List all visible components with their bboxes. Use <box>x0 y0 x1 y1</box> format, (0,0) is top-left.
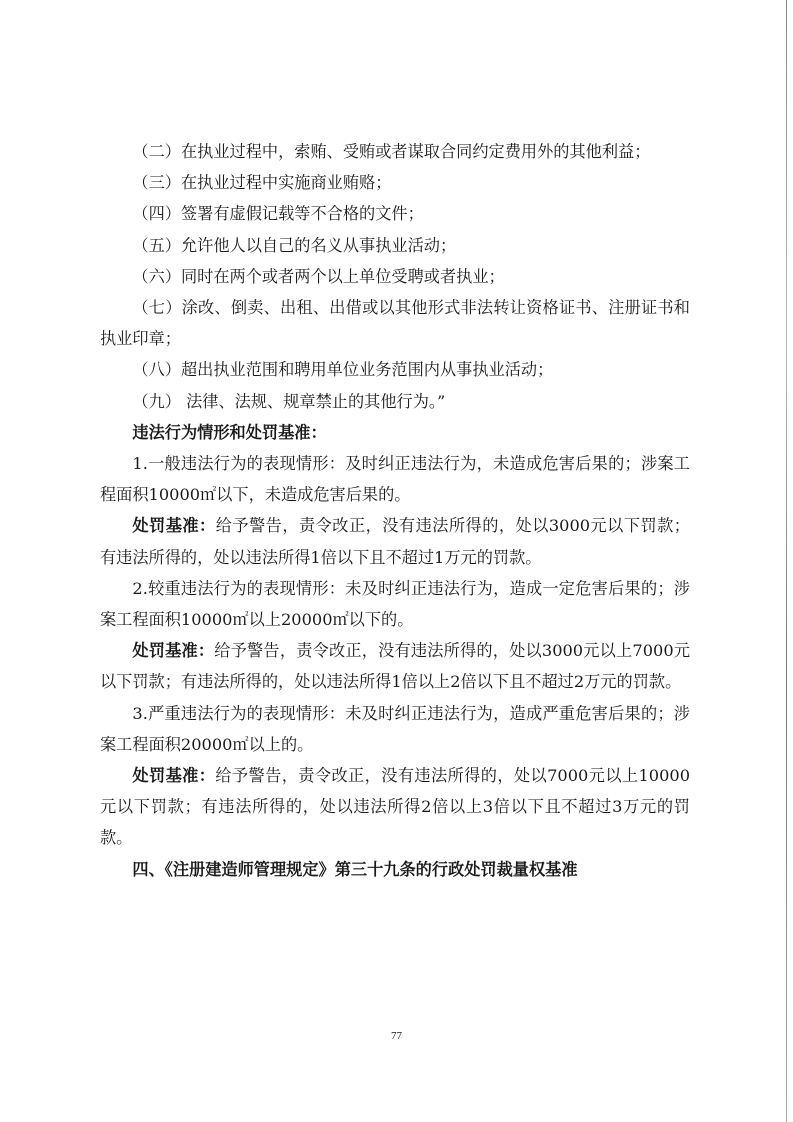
penalty-label: 处罚基准： <box>132 766 216 786</box>
list-item: （七）涂改、倒卖、出租、出借或以其他形式非法转让资格证书、注册证书和执业印章； <box>100 298 690 349</box>
case-description: 3.严重违法行为的表现情形：未及时纠正违法行为，造成严重危害后果的；涉案工程面积20000㎡以上的。 <box>100 703 690 754</box>
penalty-text: 给予警告，责令改正，没有违法所得的，处以3000元以上7000元以下罚款；有违法所得的，处以违法所得1倍以上2倍以下且不超过2万元的罚款。 <box>100 641 691 692</box>
section-heading: 违法行为情形和处罚基准： <box>132 422 327 442</box>
penalty-label: 处罚基准： <box>132 516 216 536</box>
penalty-label: 处罚基准： <box>132 641 215 661</box>
next-section-heading: 四、《注册建造师管理规定》第三十九条的行政处罚裁量权基准 <box>132 859 578 879</box>
case-description: 2.较重违法行为的表现情形：未及时纠正违法行为，造成一定危害后果的；涉案工程面积10000㎡以上20000㎡以下的。 <box>100 578 690 630</box>
penalty-text: 给予警告，责令改正，没有违法所得的，处以3000元以下罚款；有违法所得的，处以违法所得1倍以下且不超过1万元的罚款。 <box>100 516 690 567</box>
penalty-paragraph <box>100 635 690 697</box>
document-body <box>100 136 690 885</box>
penalty-paragraph <box>100 760 690 854</box>
page-number: 77 <box>391 1030 402 1042</box>
penalty-text: 给予警告，责令改正，没有违法所得的，处以7000元以上10000元以下罚款；有违法所得的，处以违法所得2倍以上3倍以下且不超过3万元的罚款。 <box>100 766 690 848</box>
list-item: （二）在执业过程中，索贿、受贿或者谋取合同约定费用外的其他利益； <box>132 142 651 161</box>
list-item: （八）超出执业范围和聘用单位业务范围内从事执业活动； <box>132 360 554 380</box>
list-item: （六）同时在两个或者两个以上单位受聘或者执业； <box>132 266 505 286</box>
list-item: （五）允许他人以自己的名义从事执业活动； <box>132 235 457 255</box>
scan-edge-line <box>786 0 787 1122</box>
list-item: （三）在执业过程中实施商业贿赂； <box>132 173 392 193</box>
list-item: （九） 法律、法规、规章禁止的其他行为。” <box>132 391 446 411</box>
list-item: （四）签署有虚假记载等不合格的文件； <box>132 204 424 224</box>
case-description: 1.一般违法行为的表现情形：及时纠正违法行为，未造成危害后果的；涉案工程面积10000㎡以下，未造成危害后果的。 <box>100 454 690 505</box>
penalty-paragraph <box>100 510 690 572</box>
